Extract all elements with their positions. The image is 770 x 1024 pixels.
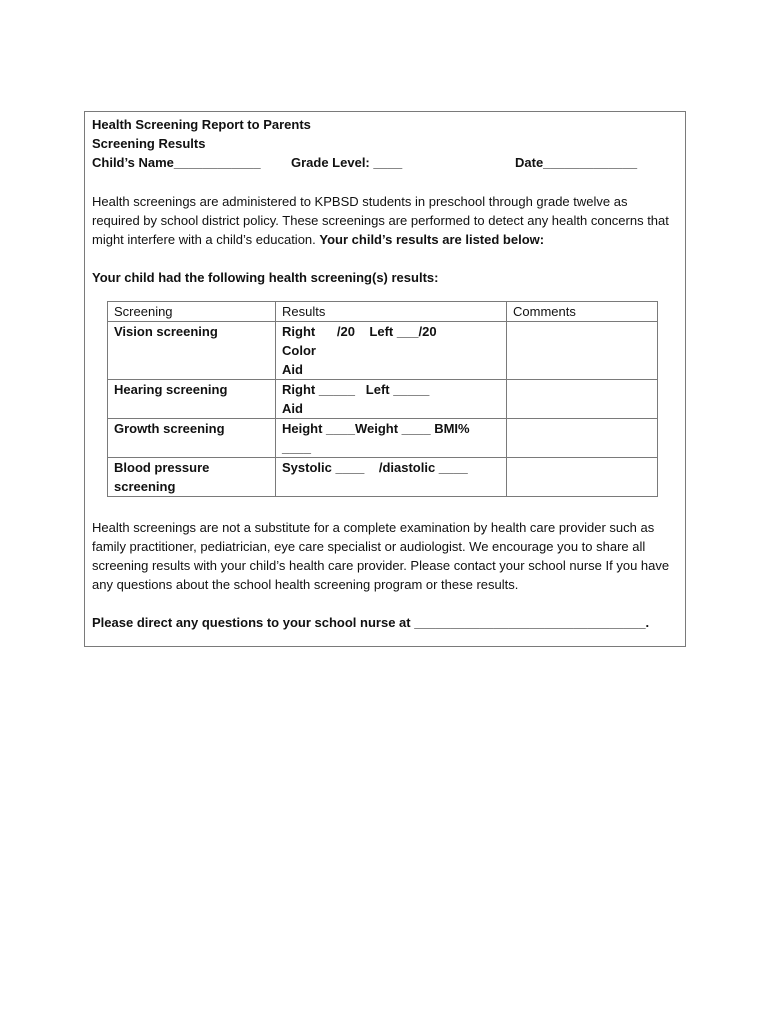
intro-bold-text: Your child’s results are listed below: [319, 232, 545, 247]
screening-name: Hearing screening [108, 380, 276, 419]
screening-name: Vision screening [108, 322, 276, 380]
result-line: Aid [282, 401, 303, 416]
header-results: Results [276, 302, 507, 322]
result-line: Height ____Weight ____ BMI% [282, 421, 470, 436]
screening-name: Blood pressure screening [108, 458, 276, 497]
child-info-row [92, 154, 677, 173]
results-heading: Your child had the following health screening(s) results: [92, 270, 439, 285]
screening-results [276, 380, 507, 419]
intro-text: Health screenings are administered to KPBSD students in preschool through grade twelve as required by school district policy. These screenings are performed to detect any health concerns that might interfere with a child’s education. [92, 194, 669, 247]
screening-results [276, 322, 507, 380]
screening-comments [507, 458, 658, 497]
screening-name: Growth screening [108, 419, 276, 458]
contact-line: Please direct any questions to your school nurse at ________________________________. [92, 615, 650, 630]
header-screening: Screening [108, 302, 276, 322]
disclaimer-paragraph: Health screenings are not a substitute for a complete examination by health care provider such as family practitioner, pediatrician, eye care specialist or audiologist. We encourage you to share all screening results with your child’s health care provider. Please contact your school nurse If you have any questions about the school health screening program or these results. [92, 520, 670, 592]
report-title: Health Screening Report to Parents [92, 117, 311, 132]
date-field: Date_____________ [515, 155, 638, 170]
screening-comments [507, 322, 658, 380]
table-header-row [108, 302, 658, 322]
report-subtitle: Screening Results [92, 136, 206, 151]
header-comments: Comments [507, 302, 658, 322]
table-row [108, 322, 658, 380]
child-name-field: Child’s Name____________ [92, 155, 261, 170]
table-row [108, 458, 658, 497]
result-line: Right _____ Left _____ [282, 382, 430, 397]
table-row [108, 419, 658, 458]
screening-results [276, 419, 507, 458]
table-row [108, 380, 658, 419]
grade-level-field: Grade Level: ____ [291, 155, 403, 170]
result-line: Aid [282, 362, 303, 377]
result-line: Systolic ____ /diastolic ____ [282, 460, 468, 475]
screening-comments [507, 380, 658, 419]
result-line: Right /20 Left ___/20 [282, 324, 437, 339]
screening-results [276, 458, 507, 497]
intro-paragraph [92, 192, 677, 249]
result-line: ____ [282, 440, 311, 455]
result-line: Color [282, 343, 316, 358]
screening-results-table [107, 301, 658, 497]
screening-comments [507, 419, 658, 458]
